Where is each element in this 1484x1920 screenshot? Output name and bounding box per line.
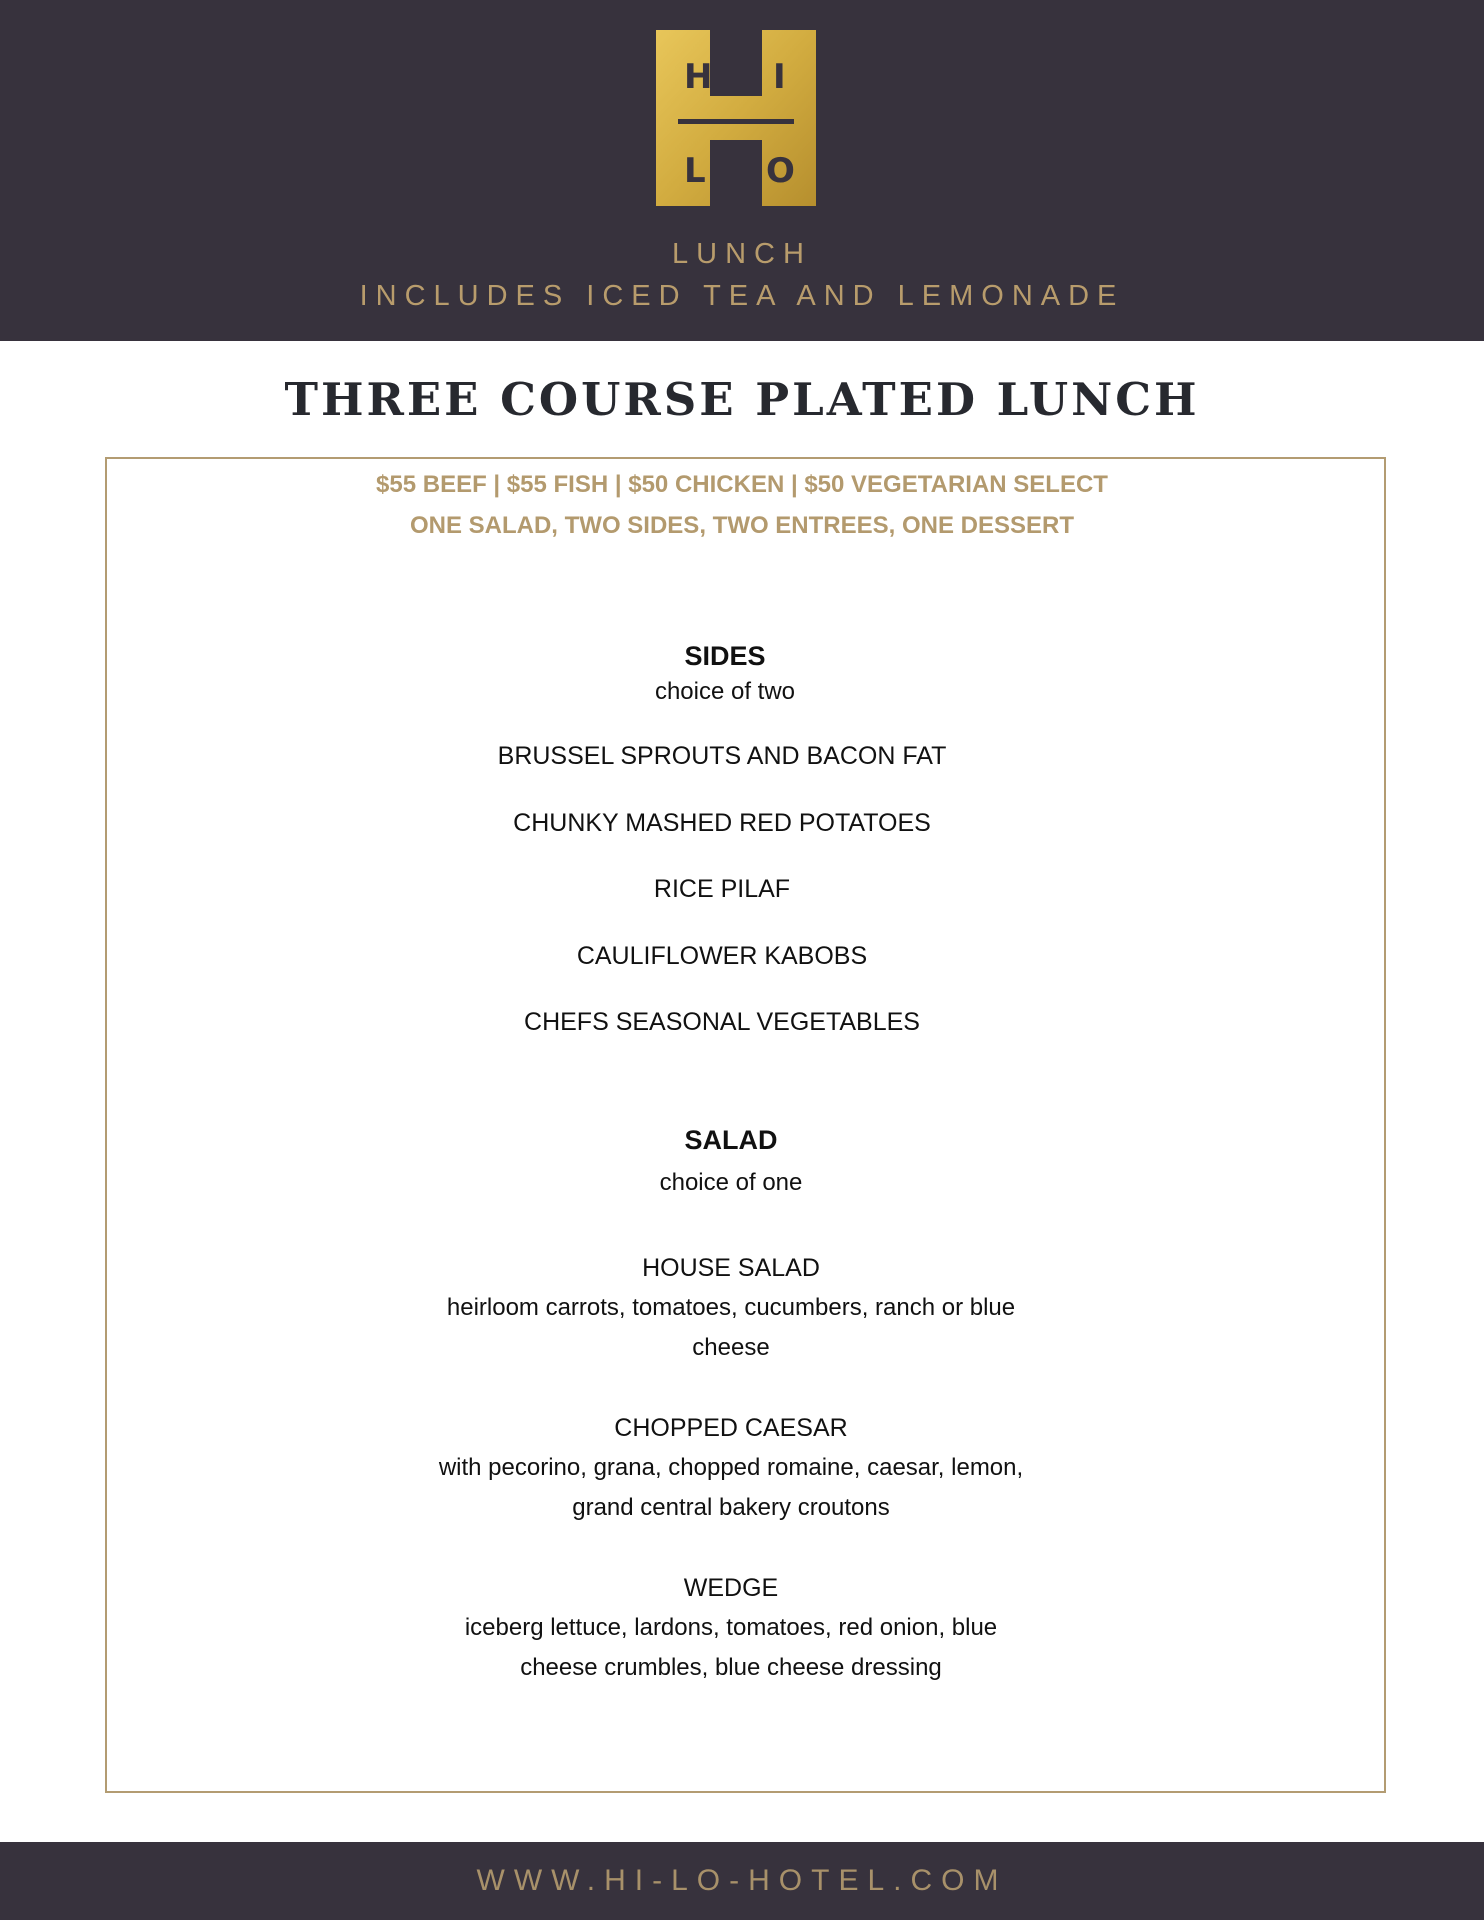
- sides-list: [422, 741, 1022, 1074]
- page-title: THREE COURSE PLATED LUNCH: [284, 373, 1200, 426]
- selection-rules: ONE SALAD, TWO SIDES, TWO ENTREES, ONE DESSERT: [409, 512, 1075, 539]
- hi-lo-logo: [648, 26, 824, 210]
- list-item: [381, 1568, 1081, 1688]
- salad-subtitle: choice of one: [659, 1169, 803, 1196]
- list-item: [381, 1248, 1081, 1368]
- salad-description: with pecorino, grana, chopped romaine, caesar, lemon, grand central bakery croutons: [438, 1454, 1024, 1521]
- pricing-line: $55 BEEF | $55 FISH | $50 CHICKEN | $50 VEGETARIAN SELECT: [376, 471, 1108, 498]
- list-item: BRUSSEL SPROUTS AND BACON FAT: [497, 742, 947, 770]
- footer-band: [0, 1842, 1484, 1920]
- salad-name: CHOPPED CAESAR: [614, 1414, 848, 1442]
- list-item: CHUNKY MASHED RED POTATOES: [513, 808, 931, 837]
- hi-lo-logo-mark: [648, 26, 824, 210]
- header-lunch: LUNCH: [672, 238, 812, 270]
- salad-description: iceberg lettuce, lardons, tomatoes, red onion, blue cheese crumbles, blue cheese dressing: [464, 1614, 998, 1681]
- logo-letter-i: I: [773, 57, 786, 97]
- salad-list: [381, 1248, 1081, 1728]
- website-link[interactable]: WWW.HI-LO-HOTEL.COM: [476, 1864, 1008, 1897]
- logo-letter-l: L: [684, 151, 706, 191]
- list-item: CAULIFLOWER KABOBS: [576, 941, 868, 970]
- salad-description: heirloom carrots, tomatoes, cucumbers, ranch or blue cheese: [446, 1294, 1016, 1361]
- salad-name: WEDGE: [683, 1574, 779, 1602]
- logo-letter-h: H: [684, 57, 713, 97]
- salad-name: HOUSE SALAD: [642, 1254, 820, 1282]
- logo-letter-o: O: [766, 151, 795, 191]
- list-item: RICE PILAF: [653, 875, 791, 903]
- sides-heading: SIDES: [684, 641, 766, 671]
- list-item: [381, 1408, 1081, 1528]
- salad-heading: SALAD: [684, 1125, 778, 1155]
- header-band: [0, 0, 1484, 341]
- list-item: CHEFS SEASONAL VEGETABLES: [524, 1008, 920, 1036]
- sides-subtitle: choice of two: [654, 678, 796, 705]
- header-includes: INCLUDES ICED TEA AND LEMONADE: [359, 280, 1125, 312]
